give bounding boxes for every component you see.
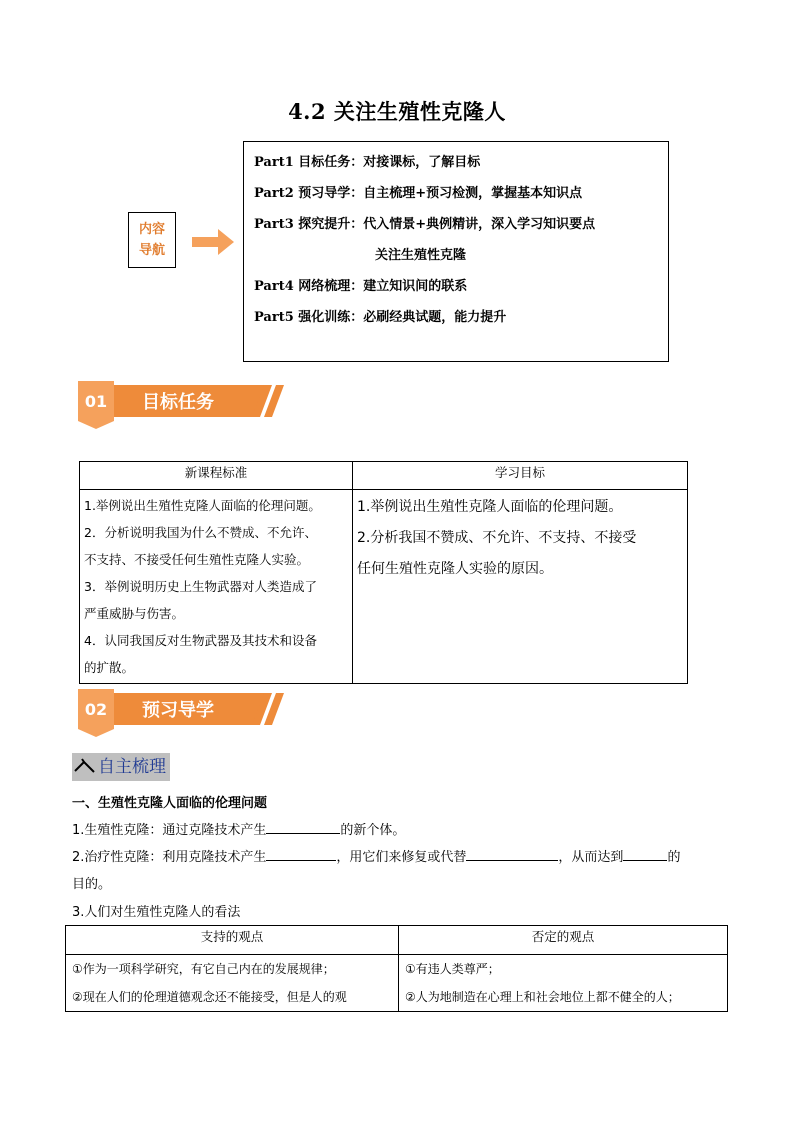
standards-cell [80,490,353,684]
arrow-right-icon [192,228,234,256]
topic-heading: 一、生殖性克隆人面临的伦理问题 [72,796,268,811]
list-item: ①作为一项科学研究，有它自己内在的发展规律； [72,962,335,976]
text-segment: 2.治疗性克隆：利用克隆技术产生 [72,850,267,865]
list-item: 不支持、不接受任何生殖性克隆人实验。 [84,552,310,567]
list-item: 任何生殖性克隆人实验的原因。 [357,561,553,577]
list-item: 2．分析说明我国为什么不赞成、不允许、 [84,525,317,540]
part-item: Part2 预习导学：自主梳理+预习检测，掌握基本知识点 [254,186,583,201]
table-header: 支持的观点 [66,926,399,955]
list-item: ①有违人类尊严； [405,962,500,976]
section-number: 02 [84,700,108,719]
self-study-heading [72,753,170,781]
section-title: 预习导学 [142,700,214,721]
list-item: 严重威胁与伤害。 [84,606,185,621]
content-nav-badge [128,212,176,268]
table-cell [66,955,399,1012]
list-item: 1.举例说出生殖性克隆人面临的伦理问题。 [84,498,321,513]
list-item: 3．举例说明历史上生物武器对人类造成了 [84,579,317,594]
list-item: ②人为地制造在心理上和社会地位上都不健全的人； [405,990,680,1004]
list-item: 4．认同我国反对生物武器及其技术和设备 [84,633,317,648]
list-item: ②现在人们的伦理道德观念还不能接受，但是人的观 [72,990,347,1004]
section-title: 目标任务 [142,392,214,413]
part-item: Part1 目标任务：对接课标，了解目标 [254,155,481,170]
answer-blank[interactable] [623,846,667,861]
study-item-1 [72,819,405,838]
study-item-2 [72,846,680,865]
text-segment: 的新个体。 [340,823,406,838]
part-item: Part4 网络梳理：建立知识间的联系 [254,279,468,294]
page-title: 4.2 关注生殖性克隆人 [288,99,506,124]
text-segment: ，用它们来修复或代替 [336,850,467,865]
nav-label-line1: 内容 [138,222,165,237]
list-item: 1.举例说出生殖性克隆人面临的伦理问题。 [357,499,623,515]
sub-heading-label: 自主梳理 [98,753,170,781]
part-item: Part3 探究提升：代入情景+典例精讲，深入学习知识要点 [254,217,596,232]
list-item: 的扩散。 [84,660,135,675]
goals-table [79,461,688,684]
table-cell [399,955,728,1012]
text-segment: 的 [667,850,681,865]
section-banner-02 [78,685,300,737]
text-segment: 1.生殖性克隆：通过克隆技术产生 [72,823,267,838]
objectives-cell [353,490,688,684]
text-segment: ，从而达到 [558,850,624,865]
parts-list [243,141,669,362]
answer-blank[interactable] [266,846,336,861]
pencil-tent-icon [72,753,98,781]
study-item-2-cont: 目的。 [72,877,112,892]
part-item: Part5 强化训练：必刷经典试题，能力提升 [254,310,507,325]
answer-blank[interactable] [266,819,340,834]
nav-label-line2: 导航 [138,243,165,258]
views-table [65,925,728,1012]
list-item: 2.分析我国不赞成、不允许、不支持、不接受 [357,530,637,546]
table-header: 否定的观点 [399,926,728,955]
study-item-3: 3.人们对生殖性克隆人的看法 [72,905,241,920]
table-header: 新课程标准 [80,462,353,490]
part-item: 关注生殖性克隆 [375,248,467,263]
section-number: 01 [84,392,108,411]
answer-blank[interactable] [466,846,558,861]
table-header: 学习目标 [353,462,688,490]
section-banner-01 [78,377,300,429]
